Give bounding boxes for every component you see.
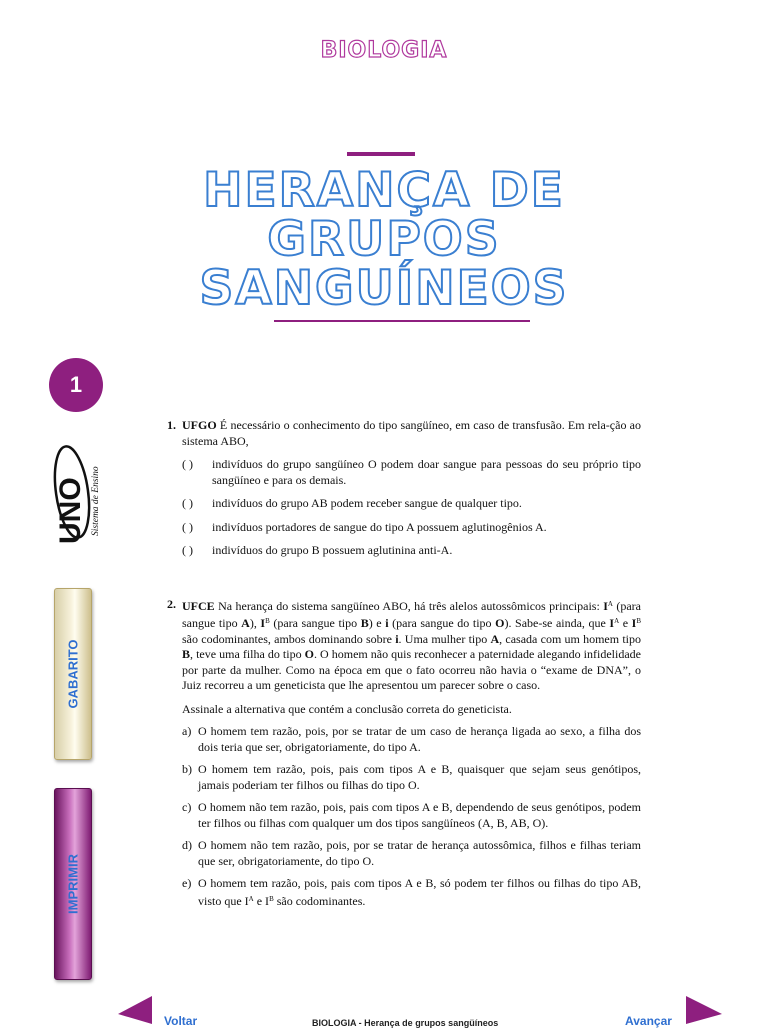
unit-number-badge: 1 — [49, 358, 103, 412]
statement-text: (para sangue do tipo — [388, 616, 496, 630]
question-source: UFGO — [182, 418, 217, 432]
alternative-text — [198, 876, 641, 909]
back-arrow-icon[interactable] — [118, 996, 156, 1024]
question-source: UFCE — [182, 598, 215, 613]
statement-text: são codominantes, ambos dominando sobre — [182, 631, 396, 646]
allele-superscript: A — [248, 894, 254, 903]
alternative-text: O homem tem razão, pois, por se tratar de um caso de herança ligada ao sexo, a filha dos dois teria que ser, obrigatoriamente, do tipo A. — [198, 724, 641, 754]
question-number: 2. — [167, 596, 176, 611]
next-link[interactable]: Avançar — [625, 1014, 672, 1028]
allele-superscript: B — [265, 617, 270, 625]
question-content — [167, 418, 641, 909]
option-text: indivíduos do grupo sangüíneo O podem doar sangue para pessoas do seu próprio tipo sangüíneo e para os demais. — [212, 457, 641, 487]
question-instruction: Assinale a alternativa que contém a conclusão correta do geneticista. — [182, 701, 512, 716]
blood-type: B — [182, 647, 191, 661]
alternative-letter: b) — [182, 762, 192, 776]
allele-superscript: A — [614, 617, 620, 625]
gabarito-label: GABARITO — [65, 639, 81, 709]
option-item — [167, 520, 641, 536]
next-arrow-icon[interactable] — [686, 996, 724, 1024]
statement-text: ) e — [368, 616, 386, 630]
statement-text: . O homem não quis reconhecer a paternidade alegando infidelidade por parte da mulher. Como na época em que o fato ocorreu não havia o “exame de DNA”, o Juiz recorreu a um geneticista que lhe apresentou um parecer sobre o caso. — [182, 647, 641, 692]
alternative-letter: e) — [182, 876, 192, 890]
option-checkbox[interactable]: ( ) — [182, 496, 193, 510]
allele-symbol: i — [395, 631, 399, 646]
blood-type: A — [490, 631, 500, 646]
page-title — [0, 163, 768, 316]
statement-text: . Uma mulher tipo — [398, 631, 491, 646]
alternative-text-part: O homem tem razão, pois, pais com tipos A e B, só podem ter filhos ou filhas do tipo AB, visto que I — [198, 876, 641, 908]
title-rule-bottom — [274, 320, 530, 322]
imprimir-label: IMPRIMIR — [65, 854, 81, 914]
allele-superscript: B — [636, 617, 641, 625]
option-item — [167, 457, 641, 488]
statement-text: (para sangue tipo — [182, 598, 641, 630]
blood-type: A — [241, 616, 250, 630]
allele-symbol: I — [609, 616, 615, 630]
gabarito-button[interactable] — [54, 588, 92, 760]
blood-type: B — [360, 616, 369, 630]
alternative-letter: c) — [182, 800, 192, 814]
alternative-item[interactable] — [167, 800, 641, 831]
alternative-item[interactable] — [167, 724, 641, 755]
allele-symbol: I — [631, 616, 637, 630]
alternative-text-part: são codominantes. — [273, 893, 366, 908]
logo-tagline: Sistema de Ensino — [91, 466, 101, 536]
allele-superscript: A — [607, 599, 613, 608]
option-checkbox[interactable]: ( ) — [182, 543, 193, 557]
subject-header: BIOLOGIA — [320, 38, 448, 63]
statement-text: Na herança do sistema sangüíneo ABO, há três alelos autossômicos principais: — [214, 598, 604, 613]
allele-symbol: i — [385, 616, 389, 630]
question-1 — [167, 418, 641, 449]
alternative-text: O homem não tem razão, pois, por se tratar de herança autossômica, filhos e filhas teriam que ser, obrigatoriamente, do tipo O. — [198, 838, 641, 868]
option-text: indivíduos portadores de sangue do tipo A possuem aglutinogênios A. — [212, 519, 547, 534]
option-item — [167, 543, 641, 559]
allele-symbol: I — [603, 598, 608, 613]
allele-symbol: I — [260, 616, 266, 630]
statement-text: ), — [249, 616, 261, 630]
page-footer: BIOLOGIA - Herança de grupos sangüíneos — [312, 1018, 499, 1028]
option-checkbox[interactable]: ( ) — [182, 519, 193, 534]
title-line-3: SANGUÍNEOS — [199, 261, 569, 316]
uno-logo — [50, 444, 110, 554]
alternative-letter: d) — [182, 838, 192, 852]
option-text: indivíduos do grupo B possuem aglutinina anti-A. — [212, 543, 453, 557]
alternative-text-part: e I — [253, 893, 270, 908]
alternative-text: O homem tem razão, pois, pais com tipos A e B, quaisquer que sejam seus genótipos, jamais poderiam ter filhos ou filhas do tipo O. — [198, 762, 641, 792]
option-text: indivíduos do grupo AB podem receber sangue de qualquer tipo. — [212, 496, 522, 510]
statement-text: ). Sabe-se ainda, que — [504, 616, 610, 630]
alternative-item[interactable] — [167, 838, 641, 869]
alternative-letter: a) — [182, 724, 192, 738]
imprimir-button[interactable] — [54, 788, 92, 980]
question-statement — [182, 418, 641, 449]
title-rule-top — [347, 152, 415, 156]
statement-text: e — [619, 616, 632, 630]
alternative-item[interactable] — [167, 762, 641, 793]
allele-superscript: B — [269, 894, 274, 903]
statement-text: , teve uma filha do tipo — [190, 647, 305, 661]
question-statement — [182, 597, 641, 694]
blood-type: O — [304, 647, 314, 661]
logo-brand: UNO — [54, 477, 87, 544]
back-link[interactable]: Voltar — [164, 1014, 198, 1028]
statement-text: (para sangue tipo — [269, 616, 361, 630]
title-line-1: HERANÇA DE — [203, 163, 565, 218]
blood-type: O — [495, 616, 505, 630]
statement-text: , casada com um homem tipo — [499, 631, 641, 646]
option-item — [167, 496, 641, 512]
alternative-item[interactable] — [167, 876, 641, 909]
title-line-2: GRUPOS — [267, 212, 501, 267]
alternative-text: O homem não tem razão, pois, pais com tipos A e B, dependendo de seus genótipos, podem ter filhos ou filhas com qualquer um dos tipos sangüíneos (A, B, AB, O). — [198, 800, 641, 830]
question-number: 1. — [167, 418, 176, 432]
statement-text: É necessário o conhecimento do tipo sangüíneo, em caso de transfusão. Em rela-ção ao sistema ABO, — [182, 418, 641, 448]
option-checkbox[interactable]: ( ) — [182, 457, 193, 471]
question-2 — [167, 597, 641, 694]
